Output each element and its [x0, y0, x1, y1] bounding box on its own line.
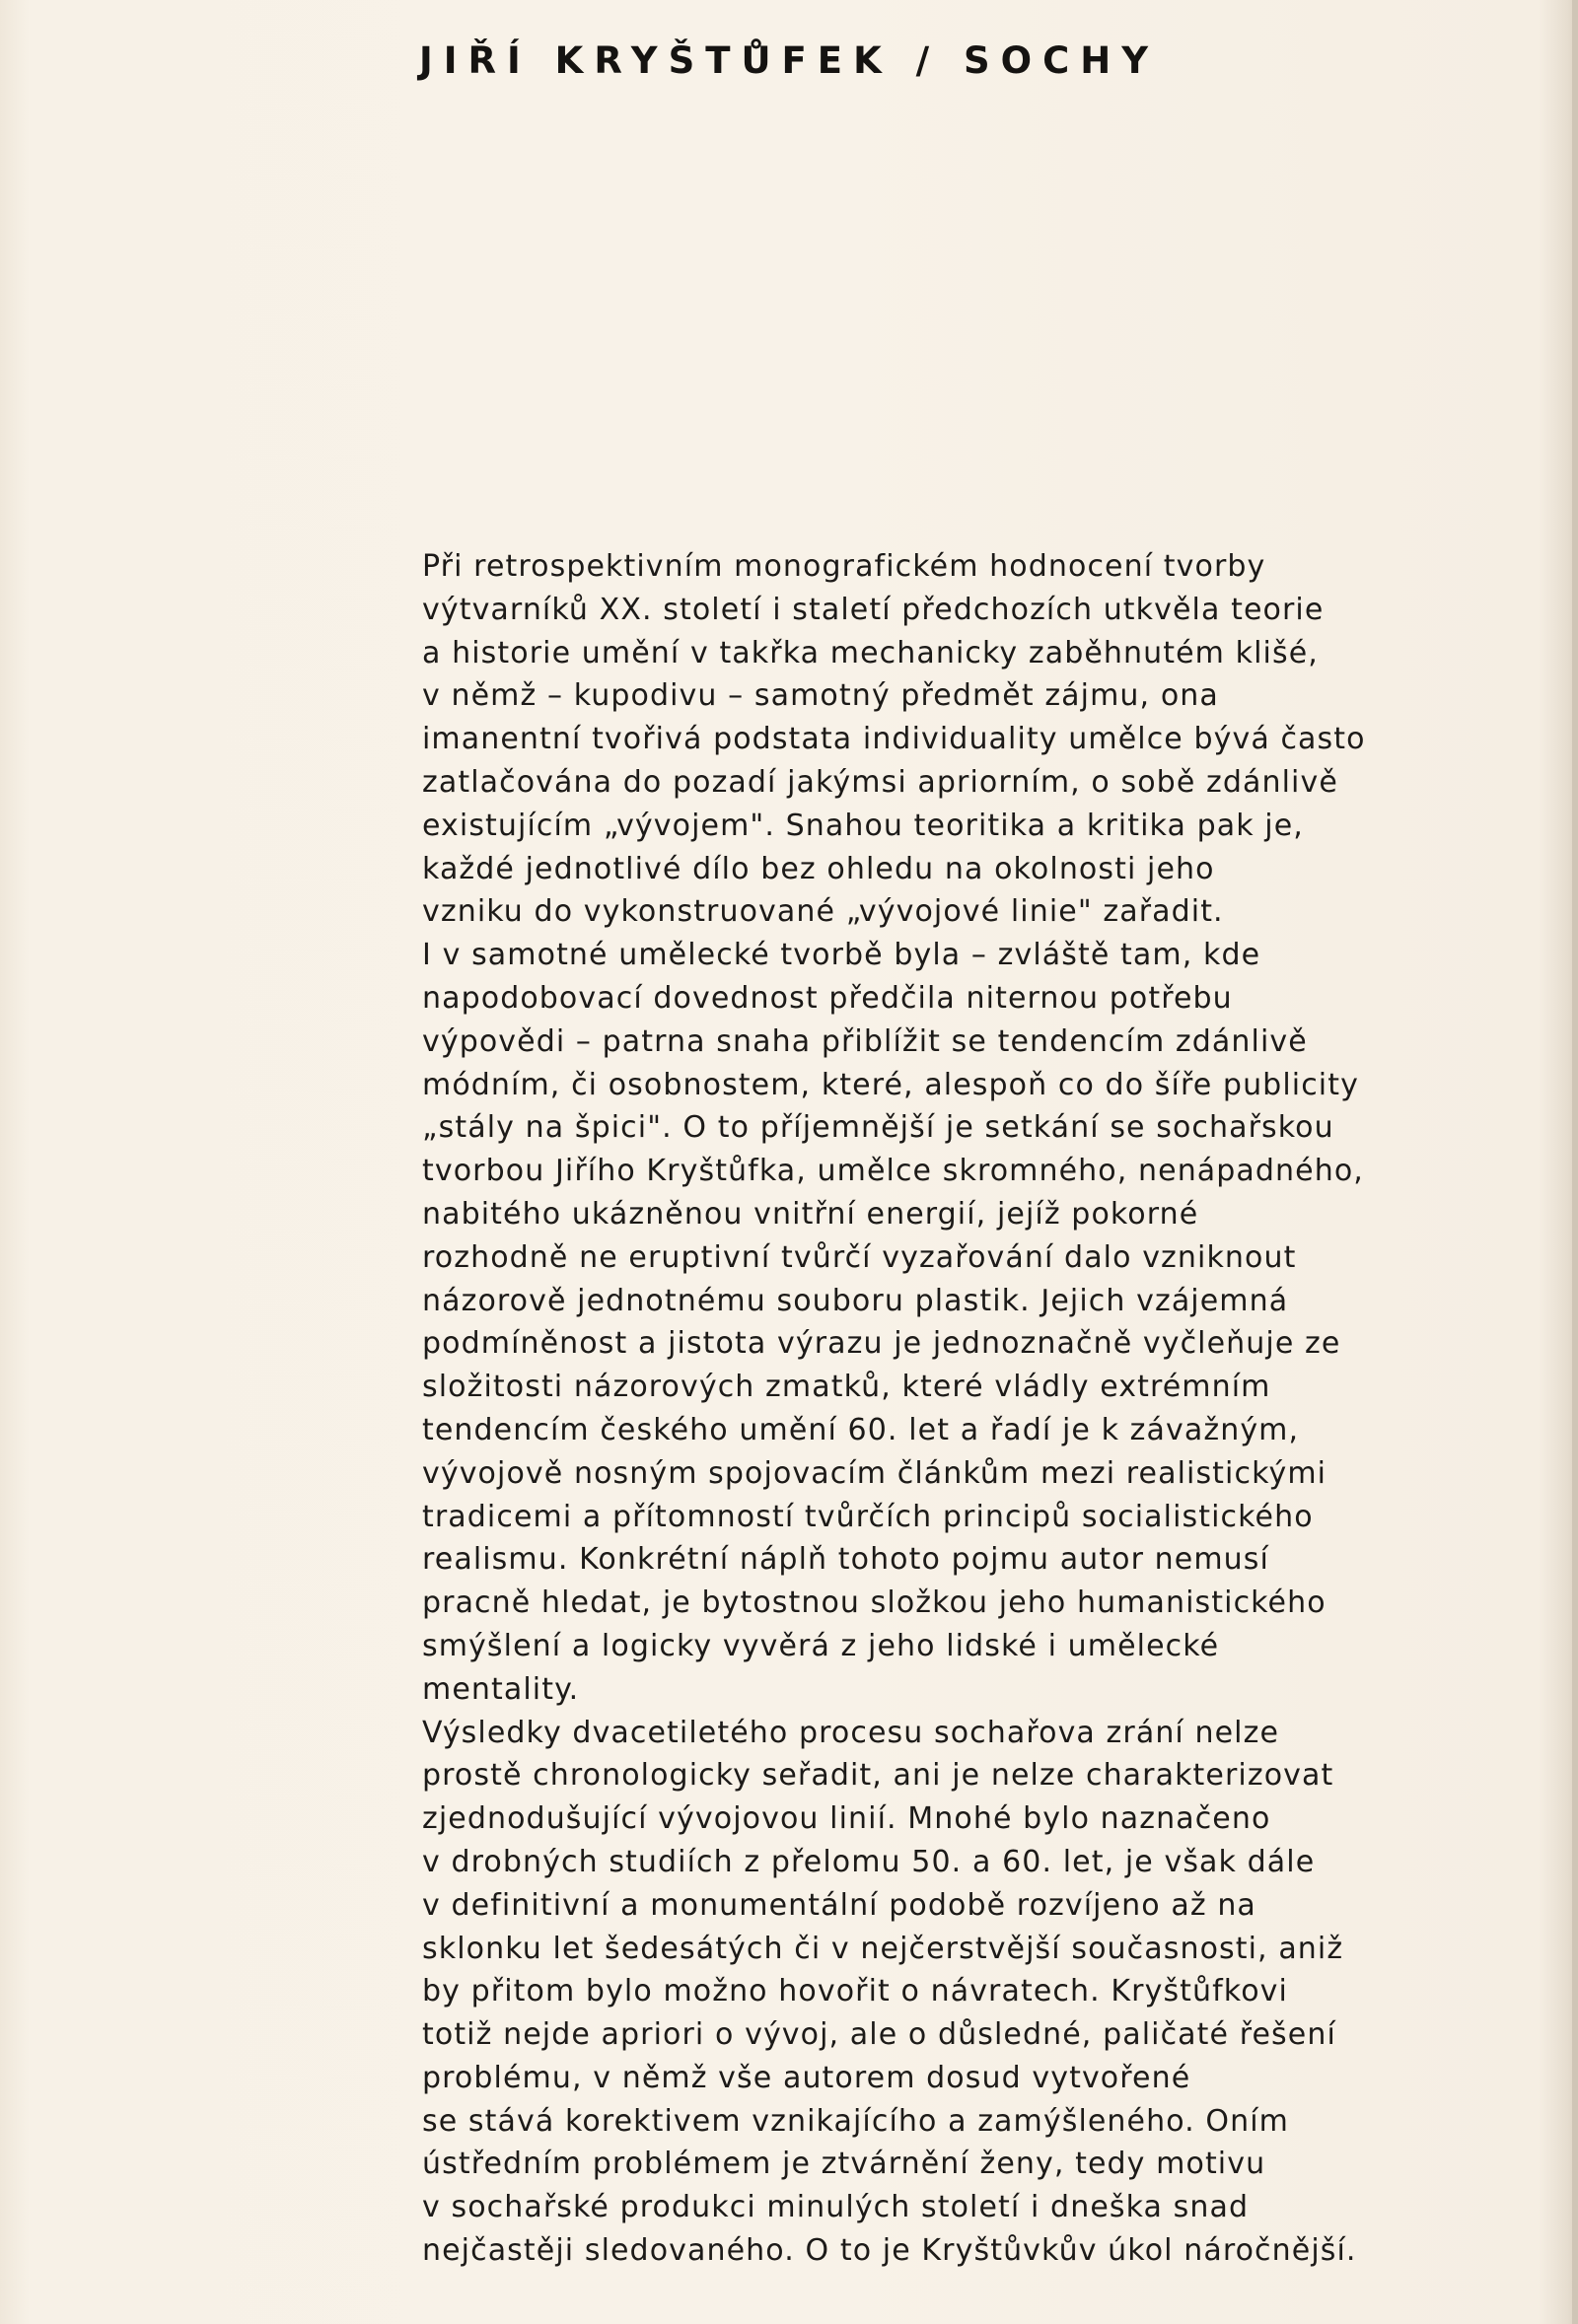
text-line: nabitého ukázněnou vnitřní energií, jejíž pokorné: [422, 1196, 1199, 1232]
text-line: realismu. Konkrétní náplň tohoto pojmu autor nemusí: [422, 1542, 1269, 1578]
body-text: [422, 545, 1507, 2273]
text-line: smýšlení a logicky vyvěrá z jeho lidské i umělecké: [422, 1628, 1220, 1663]
text-line: zjednodušující vývojovou linií. Mnohé bylo naznačeno: [422, 1801, 1271, 1837]
text-line: „stály na špici". O to příjemnější je setkání se sochařskou: [422, 1110, 1334, 1146]
page-title: JIŘÍ KRYŠTŮFEK / SOCHY: [419, 39, 1160, 82]
text-line: a historie umění v takřka mechanicky zaběhnutém klišé,: [422, 635, 1319, 670]
text-line: tendencím českého umění 60. let a řadí je k závažným,: [422, 1412, 1300, 1447]
text-line: výtvarníků XX. století i staletí předchozích utkvěla teorie: [422, 592, 1325, 627]
text-line: tvorbou Jiřího Kryštůfka, umělce skromného, nenápadného,: [422, 1154, 1364, 1189]
text-line: se stává korektivem vznikajícího a zamýšleného. Oním: [422, 2103, 1290, 2139]
text-line: problému, v němž vše autorem dosud vytvořené: [422, 2060, 1191, 2095]
text-line: výpovědi – patrna snaha přiblížit se tendencím zdánlivě: [422, 1023, 1308, 1059]
text-line: v sochařské produkci minulých století i dneška snad: [422, 2190, 1250, 2225]
text-line: zatlačována do pozadí jakýmsi apriorním, o sobě zdánlivě: [422, 764, 1338, 800]
text-line: ústředním problémem je ztvárnění ženy, tedy motivu: [422, 2147, 1266, 2182]
text-line: podmíněnost a jistota výrazu je jednoznačně vyčleňuje ze: [422, 1326, 1341, 1362]
text-line: totiž nejde apriori o vývoj, ale o důsledné, paličaté řešení: [422, 2017, 1336, 2053]
text-line: módním, či osobnostem, které, alespoň co do šíře publicity: [422, 1067, 1359, 1102]
text-line: každé jednotlivé dílo bez ohledu na okolnosti jeho: [422, 851, 1215, 886]
text-line: nejčastěji sledovaného. O to je Kryštůvkův úkol náročnější.: [422, 2233, 1357, 2269]
text-line: tradicemi a přítomností tvůrčích principů socialistického: [422, 1499, 1314, 1534]
text-line: prostě chronologicky seřadit, ani je nelze charakterizovat: [422, 1758, 1334, 1794]
text-line: existujícím „vývojem". Snahou teoritika a kritika pak je,: [422, 808, 1304, 843]
text-line: v němž – kupodivu – samotný předmět zájmu, ona: [422, 678, 1219, 714]
text-line: imanentní tvořivá podstata individuality umělce bývá často: [422, 722, 1366, 757]
text-line: Při retrospektivním monografickém hodnocení tvorby: [422, 549, 1266, 584]
page-edge: [1572, 0, 1578, 2324]
text-line: rozhodně ne eruptivní tvůrčí vyzařování dalo vzniknout: [422, 1239, 1297, 1275]
text-line: názorově jednotnému souboru plastik. Jejich vzájemná: [422, 1283, 1289, 1318]
text-line: vzniku do vykonstruované „vývojové linie" zařadit.: [422, 894, 1224, 930]
text-line: vývojově nosným spojovacím článkům mezi realistickými: [422, 1455, 1327, 1491]
text-line: složitosti názorových zmatků, které vládly extrémním: [422, 1370, 1271, 1405]
text-line: pracně hledat, je bytostnou složkou jeho humanistického: [422, 1585, 1327, 1621]
text-line: I v samotné umělecké tvorbě byla – zvláště tam, kde: [422, 938, 1261, 973]
text-line: Výsledky dvacetiletého procesu sochařova zrání nelze: [422, 1715, 1280, 1750]
text-line: v drobných studiích z přelomu 50. a 60. let, je však dále: [422, 1844, 1316, 1879]
text-line: sklonku let šedesátých či v nejčerstvější současnosti, aniž: [422, 1931, 1344, 1966]
text-line: napodobovací dovednost předčila niternou potřebu: [422, 980, 1233, 1016]
text-line: v definitivní a monumentální podobě rozvíjeno až na: [422, 1887, 1256, 1923]
text-line: mentality.: [422, 1671, 580, 1707]
text-line: by přitom bylo možno hovořit o návratech. Kryštůfkovi: [422, 1974, 1288, 2009]
